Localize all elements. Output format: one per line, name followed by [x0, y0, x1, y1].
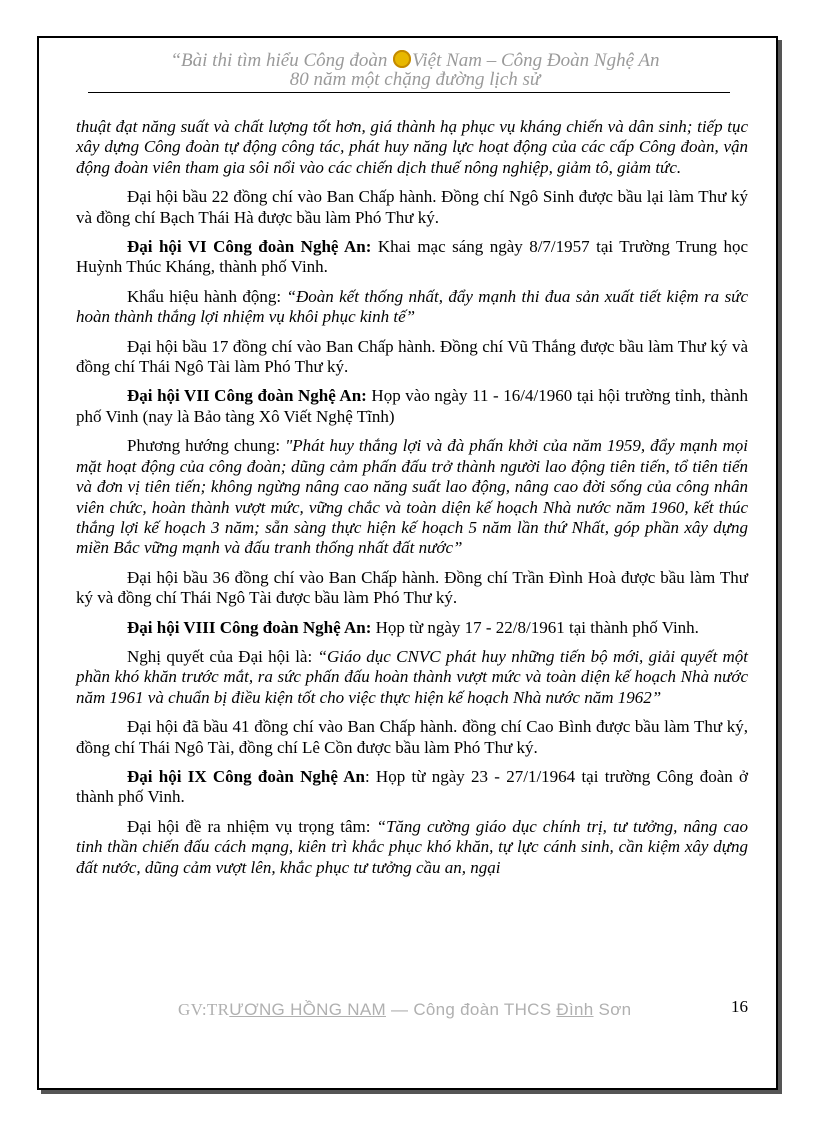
key-task-quote: “Tăng cường giáo dục chính trị, tư tưởng, nâng cao tinh thần chiến đấu cách mạng, kiên trì khắc phục khó khăn, tự lực cánh sinh, cần kiệm xây dựng đất nước, dũng cảm vượt lên, khắc phục tư tưởng cầu an, ngại: [76, 816, 748, 877]
page-number: 16: [731, 997, 748, 1016]
paragraph-2: Đại hội bầu 22 đồng chí vào Ban Chấp hành. Đồng chí Ngô Sinh được bầu lại làm Thư ký và đồng chí Bạch Thái Hà được bầu làm Phó Thư ký.: [76, 187, 748, 227]
header-title-right: Việt Nam – Công Đoàn Nghệ An: [412, 50, 660, 71]
resolution-quote: “Giáo dục CNVC phát huy những tiến bộ mới, giải quyết một phần khó khăn trước mắt, ra sức phấn đấu hoàn thành vượt mức và toàn diện kế hoạch Nhà nước năm 1961 và chuẩn bị điều kiện tốt cho việc thực hiện kế hoạch Nhà nước năm 1962”: [76, 646, 748, 707]
paragraph-6: Đại hội VII Công đoàn Nghệ An: Họp vào ngày 11 - 16/4/1960 tại hội trường tỉnh, thành phố Vinh (nay là Bảo tàng Xô Viết Nghệ Tĩnh): [76, 386, 748, 426]
page-header: [80, 50, 750, 89]
paragraph-1: thuật đạt năng suất và chất lượng tốt hơn, giá thành hạ phục vụ kháng chiến và dân sinh; tiếp tục xây dựng Công đoàn tự động công tác, phát huy năng lực hoạt động của các cấp Công đoàn, vận động đoàn viên tham gia sôi nổi vào các chiến dịch thuế nông nghiệp, giảm tô, giảm tức.: [76, 117, 748, 177]
paragraph-12: Đại hội IX Công đoàn Nghệ An: Họp từ ngày 23 - 27/1/1964 tại trường Công đoàn ở thành phố Vinh.: [76, 766, 749, 807]
paragraph-7: Phương hướng chung: "Phát huy thắng lợi và đà phấn khởi của năm 1959, đẩy mạnh mọi mặt hoạt động của công đoàn; dũng cảm phấn đấu trở thành người lao động tiên tiến, tổ tiên tiến và đơn vị tiên tiến; không ngừng nâng cao năng suất lao động, nâng cao đời sống của công nhân viên chức, hoàn thành vượt mức, vững chắc và toàn diện kế hoạch Nhà nước năm 1960, kết thúc thắng lợi kế hoạch 3 năm; sẵn sàng thực hiện kế hoạch 5 năm lần thứ Nhất, góp phần xây dựng miền Bắc vững mạnh và đấu tranh thống nhất đất nước”: [76, 436, 748, 558]
header-title-left: “Bài thi tìm hiểu Công đoàn: [170, 50, 393, 71]
congress-vi-heading: Đại hội VI Công đoàn Nghệ An:: [127, 237, 372, 257]
paragraph-9: Đại hội VIII Công đoàn Nghệ An: Họp từ ngày 17 - 22/8/1961 tại thành phố Vinh.: [127, 617, 699, 637]
congress-ix-heading: Đại hội IX Công đoàn Nghệ An: [127, 766, 365, 786]
congress-vii-heading: Đại hội VII Công đoàn Nghệ An:: [127, 386, 367, 406]
slogan-quote: “Đoàn kết thống nhất, đẩy mạnh thi đua sản xuất tiết kiệm ra sức hoàn thành thắng lợi nhiệm vụ khôi phục kinh tế”: [76, 286, 749, 327]
header-subtitle: 80 năm một chặng đường lịch sử: [289, 69, 541, 90]
document-body: [76, 117, 748, 887]
paragraph-3: Đại hội VI Công đoàn Nghệ An: Khai mạc sáng ngày 8/7/1957 tại Trường Trung học Huỳnh Thúc Kháng, thành phố Vinh.: [76, 237, 748, 277]
congress-viii-heading: Đại hội VIII Công đoàn Nghệ An:: [127, 617, 372, 637]
paragraph-4: Khẩu hiệu hành động: “Đoàn kết thống nhất, đẩy mạnh thi đua sản xuất tiết kiệm ra sức hoàn thành thắng lợi nhiệm vụ khôi phục kinh tế”: [76, 286, 749, 327]
union-logo-icon: [393, 50, 411, 68]
footer-author: ƯƠNG HỒNG NAM: [229, 1000, 386, 1019]
paragraph-10: Nghị quyết của Đại hội là: “Giáo dục CNVC phát huy những tiến bộ mới, giải quyết một phần khó khăn trước mắt, ra sức phấn đấu hoàn thành vượt mức và toàn diện kế hoạch Nhà nước năm 1961 và chuẩn bị điều kiện tốt cho việc thực hiện kế hoạch Nhà nước năm 1962”: [76, 646, 748, 707]
paragraph-5: Đại hội bầu 17 đồng chí vào Ban Chấp hành. Đồng chí Vũ Thắng được bầu làm Thư ký và đồng chí Thái Ngô Tài làm Phó Thư ký.: [76, 336, 748, 377]
direction-quote: "Phát huy thắng lợi và đà phấn khởi của năm 1959, đẩy mạnh mọi mặt hoạt động của công đoàn; dũng cảm phấn đấu trở thành người lao động tiên tiến, tổ tiên tiến và đơn vị tiên tiến; không ngừng nâng cao năng suất lao động, nâng cao đời sống của công nhân viên chức, hoàn thành vượt mức, vững chắc và toàn diện kế hoạch Nhà nước năm 1960, kết thúc thắng lợi kế hoạch 3 năm; sẵn sàng thực hiện kế hoạch 5 năm lần thứ Nhất, góp phần xây dựng miền Bắc vững mạnh và đấu tranh thống nhất đất nước”: [76, 436, 748, 558]
paragraph-11: Đại hội đã bầu 41 đồng chí vào Ban Chấp hành. đồng chí Cao Bình được bầu làm Thư ký, đồng chí Thái Ngô Tài, đồng chí Lê Cồn được bầu làm Phó Thư ký.: [76, 717, 748, 757]
header-divider: [88, 92, 730, 93]
paragraph-8: Đại hội bầu 36 đồng chí vào Ban Chấp hành. Đồng chí Trần Đình Hoà được bầu làm Thư ký và đồng chí Thái Ngô Tài được bầu làm Phó Thư ký.: [76, 567, 748, 608]
paragraph-13: Đại hội đề ra nhiệm vụ trọng tâm: “Tăng cường giáo dục chính trị, tư tưởng, nâng cao tinh thần chiến đấu cách mạng, kiên trì khắc phục khó khăn, tự lực cánh sinh, cần kiệm xây dựng đất nước, dũng cảm vượt lên, khắc phục tư tưởng cầu an, ngại: [76, 816, 748, 877]
page-footer: GV:TRƯƠNG HỒNG NAM — Công đoàn THCS Đình Sơn: [178, 1000, 632, 1019]
